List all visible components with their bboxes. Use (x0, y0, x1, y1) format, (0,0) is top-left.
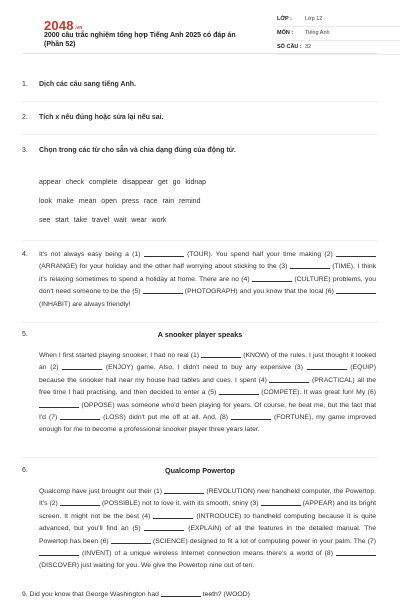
question-6-heading: Qualcomp Powertop (165, 466, 235, 475)
answer-blank[interactable] (164, 487, 204, 494)
meta-row-class: LỚP : Lớp 12 (277, 13, 400, 27)
divider (22, 134, 378, 135)
answer-blank[interactable] (336, 549, 376, 556)
question-5-passage: When I first started playing snooker, I had no real (1) (KNOW) of the rules. I just thought it looked an (2) (ENJOY) game. Also, I didn't need to buy any expensive (3) (EQUIP) because the snooker hall near my house had tables and cues. I spent (4) (PRACTICAL) all the free time I had practising, and then decided to enter a (5) (COMPETE). It was great fun! My (6) (OPPOSE) was someone who'd been playing for years. Of course, he beat me, but the fact that I'd (7) (LOSS) didn't put me off at all. And, (8) (FORTUNE), my game improved enough for me to become a professional snooker player three years later. (39, 352, 376, 434)
answer-blank[interactable] (290, 262, 330, 269)
site-logo[interactable]: $2048^{.vn}$ (44, 18, 83, 33)
divider (22, 457, 378, 458)
answer-blank[interactable] (252, 275, 292, 282)
question-6-passage: Qualcomp have just brought out their (1) (REVOLUTION) new handheld computer, the Powertop. It's (2) (POSSIBLE) not to love it, with its smooth, shiny (3) (APPEAR) and its bright screen. It might not be the best (4) (INTRODUCE) to handheld computing because it is quite advanced, but you'll find an (5) (EXPLAIN) of all the features in the detailed manual. The Powertop has been (6) (SCIENCE) designed to fit a lot of computing power in your palm. The (7) (INVENT) of a unique wireless Internet connection means there's a world of (8) (DISCOVER) just waiting for you. We give the Powertop nine out of ten. (39, 488, 377, 570)
question-2: 2. Tích x nếu đúng hoặc sửa lại nếu sai. (22, 114, 164, 121)
document-header (22, 0, 378, 54)
meta-row-question-count: SỐ CÂU : 32 (277, 41, 400, 55)
answer-blank[interactable] (144, 250, 184, 257)
answer-blank[interactable] (39, 549, 79, 556)
question-1: 1. Dịch các câu sang tiếng Anh. (22, 81, 136, 88)
answer-blank[interactable] (111, 537, 151, 544)
answer-blank[interactable] (144, 524, 184, 531)
answer-blank[interactable] (307, 363, 347, 370)
answer-blank[interactable] (201, 351, 241, 358)
answer-blank[interactable] (153, 512, 193, 519)
meta-row-subject: MÔN : Tiếng Anh (277, 27, 400, 41)
divider (22, 322, 378, 323)
meta-info-table (277, 13, 400, 55)
divider (22, 240, 378, 241)
answer-blank[interactable] (231, 413, 271, 420)
answer-blank[interactable] (336, 287, 376, 294)
question-5-heading: A snooker player speaks (157, 330, 243, 339)
answer-blank[interactable] (62, 363, 102, 370)
answer-blank[interactable] (219, 388, 259, 395)
answer-blank[interactable] (60, 413, 100, 420)
answer-blank[interactable] (39, 401, 79, 408)
divider (22, 101, 378, 102)
answer-blank[interactable] (60, 499, 100, 506)
answer-blank[interactable] (336, 250, 376, 257)
question-3: 3. Chọn trong các từ cho sẵn và chia dạng đúng của động từ. (22, 147, 236, 154)
document-title: 2000 câu trắc nghiệm tổng hợp Tiếng Anh 2025 có đáp án (Phần 52) (44, 32, 236, 49)
word-bank-line: look make mean open press race rain remind (39, 198, 201, 205)
question-9: 9. Did you know that George Washington had teeth? (WOOD) (22, 591, 250, 598)
answer-blank[interactable] (161, 590, 201, 597)
word-bank-line: see start take travel wait wear work (39, 217, 167, 224)
answer-blank[interactable] (261, 499, 301, 506)
answer-blank[interactable] (143, 287, 183, 294)
word-bank-line: appear check complete disappear get go kidnap (39, 179, 207, 186)
answer-blank[interactable] (269, 376, 309, 383)
document-page: $2048^{.vn}$ 2000 câu trắc nghiệm tổng hợp Tiếng Anh 2025 có đáp án (Phần 52) LỚP : Lớp 12 MÔN : Tiếng Anh SỐ CÂU : 32 1. Dịch các câu sang tiếng Anh. 2. Tích x nếu đúng hoặc sửa lại nếu sai. 3. Chọn trong các từ cho sẵn và chia dạng đúng của động từ. appear check complete disappear get go kidnap look make mean open press race rain remind see start take travel wait wear work 4. It's not always easy being a (1) (TOUR). You spend half your time making (2) (ARRANGE) for your holiday and the other half worrying about sticking to the (3) (TIME). I think it's relaxing sometimes to spend a holiday at home. There are no (4) (CULTURE) problems, you don't need someone to be the (5) (PHOTOGRAPH) and you know that the local (6) (INHABIT) are always friendly! 5. A snooker player speaks When I first started playing snooker, I had no real (1) (KNOW) of the rules. I just thought it looked an (2) (ENJOY) game. Also, I didn't need to buy any expensive (3) (EQUIP) because the snooker hall near my house had tables and cues. I spent (4) (PRACTICAL) all the free time I had practising, and then decided to enter a (5) (COMPETE). It was great fun! My (6) (OPPOSE) was someone who'd been playing for years. Of course, he beat me, but the fact that I'd (7) (LOSS) didn't put me off at all. And, (8) (FORTUNE), my game improved enough for me to become a professional snooker player three years later. 6. Qualcomp Powertop Qualcomp have just brought out their (1) (REVOLUTION) new handheld computer, the Powertop. It's (2) (POSSIBLE) not to love it, with its smooth, shiny (3) (APPEAR) and its bright screen. It might not be the best (4) (INTRODUCE) to handheld computing because it is quite advanced, but you'll find an (5) (EXPLAIN) of all the features in the detailed manual. The Powertop has been (6) (SCIENCE) designed to fit a lot of computing power in your palm. The (7) (INVENT) of a unique wireless Internet connection means there's a world of (8) (DISCOVER) just waiting for you. We give the Powertop nine out of ten. 9. Did you know that George Washington had teeth? (WOOD) (0, 0, 400, 600)
question-4-passage: It's not always easy being a (1) (TOUR). You spend half your time making (2) (ARRANGE) for your holiday and the other half worrying about sticking to the (3) (TIME). I think it's relaxing sometimes to spend a holiday at home. There are no (4) (CULTURE) problems, you don't need someone to be the (5) (PHOTOGRAPH) and you know that the local (6) (INHABIT) are always friendly! (39, 251, 377, 308)
